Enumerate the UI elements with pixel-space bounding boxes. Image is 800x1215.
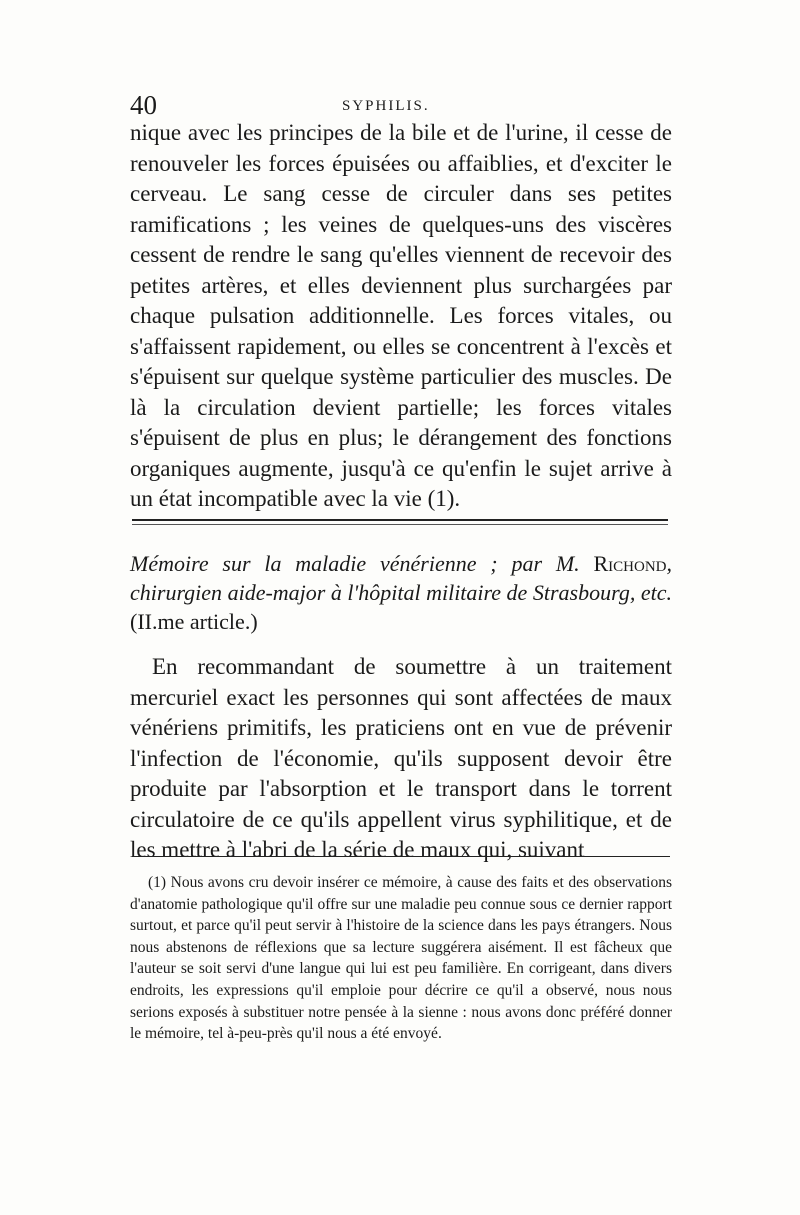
running-title: SYPHILIS. [342, 98, 430, 114]
footnote-divider [132, 856, 670, 857]
article-title: Mémoire sur la maladie vénérienne ; par M. [130, 551, 580, 576]
article-author: Richond [593, 551, 667, 576]
footnote: (1) Nous avons cru devoir insérer ce mémoire, à cause des faits et des observations d'anatomie pathologique qu'il offre sur une maladie peu connue sous ce dernier rapport surtout, et parce qu'il peut servir à l'histoire de la science dans les pays étrangers. Nous nous abstenons de réflexions que sa lecture suggérera aisément. Il est fâcheux que l'auteur se soit servi d'une langue qui lui est peu familière. En corrigeant, dans divers endroits, les expressions qu'il emploie pour décrire ce qu'il a observé, nous nous serions exposés à substituer notre pensée à la sienne : nous avons donc préféré donner le mémoire, tel à-peu-près qu'il nous a été envoyé. [130, 874, 672, 1043]
running-head [130, 88, 675, 122]
section-divider [132, 519, 668, 521]
article-paragraph: En recommandant de soumettre à un traitement mercuriel exact les personnes qui sont affectées de maux vénériens primitifs, les praticiens ont en vue de prévenir l'infection de l'économie, qu'ils supposent devoir être produite par l'absorption et le transport dans le torrent circulatoire de ce qu'ils appellent virus syphilitique, et de les mettre à l'abri de la série de maux qui, suivant [130, 654, 672, 862]
section-divider-thin [132, 524, 668, 525]
page-number: 40 [130, 90, 157, 120]
article-author-role: , chirurgien aide-major à l'hôpital militaire de Strasbourg, etc. [130, 551, 672, 605]
article-heading [130, 549, 672, 636]
continued-paragraph: nique avec les principes de la bile et de l'urine, il cesse de renouveler les forces épuisées ou affaiblies, et d'exciter le cerveau. Le sang cesse de circuler dans ses petites ramifications ; les veines de quelques-uns des viscères cessent de rendre le sang qu'elles viennent de recevoir des petites artères, et elles deviennent plus surchargées par chaque pulsation additionnelle. Les forces vitales, ou s'affaissent rapidement, ou elles se concentrent à l'excès et s'épuisent sur quelque système particulier des muscles. De là la circulation devient partielle; les forces vitales s'épuisent de plus en plus; le dérangement des fonctions organiques augmente, jusqu'à ce qu'enfin le sujet arrive à un état incompatible avec la vie (1). [130, 120, 672, 511]
article-part: (II.me article.) [130, 609, 258, 634]
